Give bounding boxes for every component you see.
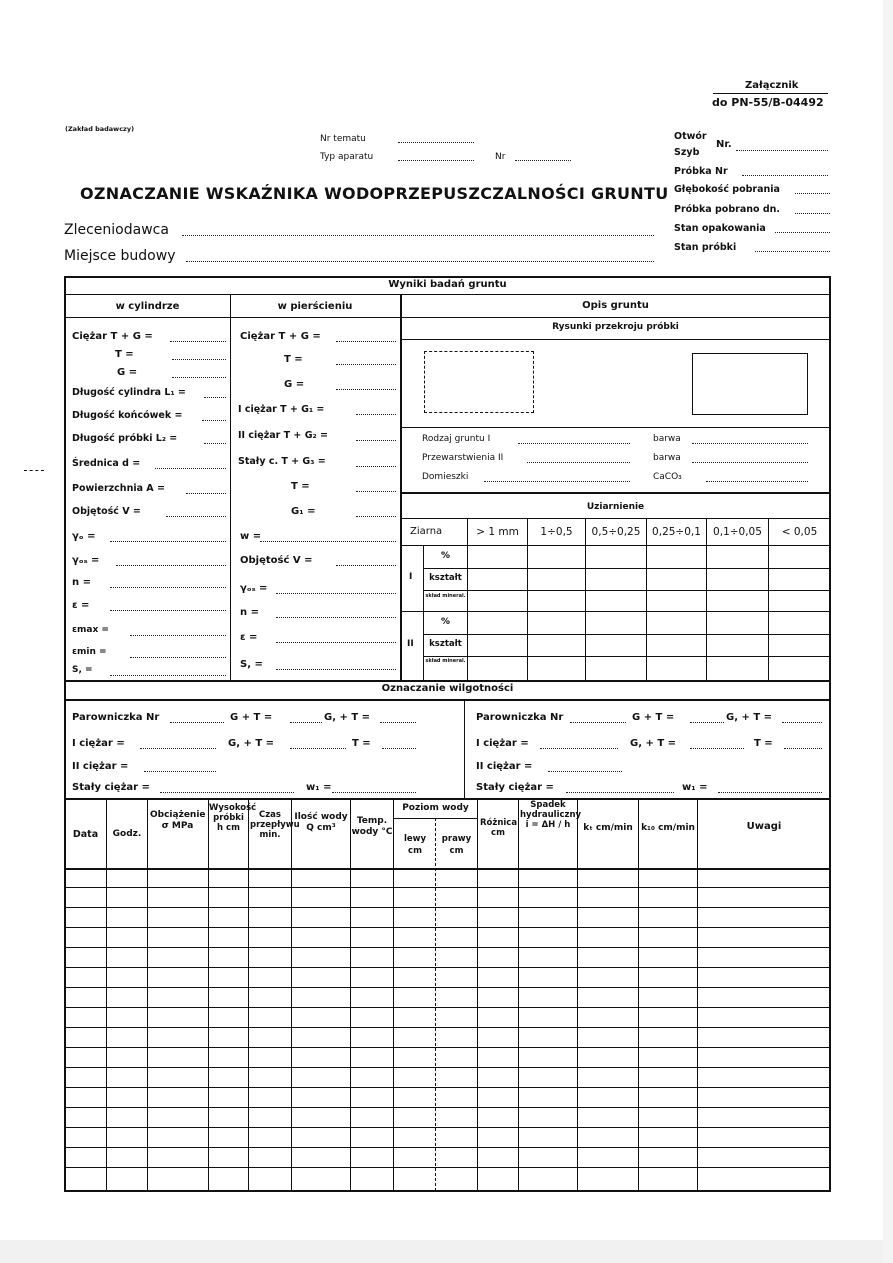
annex-underline [713, 93, 828, 94]
rule [401, 518, 830, 519]
ring-field-7[interactable] [356, 516, 396, 517]
soil-type-field[interactable] [518, 443, 630, 444]
formula-2-right: G, + T = [726, 712, 773, 723]
cyl-field-10[interactable] [116, 565, 226, 566]
caco3-field[interactable] [706, 481, 808, 482]
table-row [65, 1087, 830, 1088]
packing-field[interactable] [775, 232, 830, 233]
client-label: Zleceniodawca [64, 222, 169, 238]
formula-3-left: T = [352, 738, 371, 749]
cylinder-header: w cylindrze [115, 301, 180, 312]
sample-no-label: Próbka Nr [674, 166, 728, 177]
rule [291, 799, 292, 1191]
rule [401, 545, 830, 546]
cyl-row-14: εmin = [72, 647, 107, 657]
moisture-title: Oznaczanie wilgotności [381, 683, 514, 694]
cyl-field-3[interactable] [204, 397, 226, 398]
rule [65, 699, 830, 701]
grain-param-pct-2: % [440, 617, 451, 627]
caco3-label: CaCO₃ [653, 472, 682, 482]
scan-margin-bottom [0, 1240, 893, 1263]
table-row [65, 887, 830, 888]
table-row [65, 1007, 830, 1008]
cyl-row-11: n = [72, 577, 91, 588]
taken-field[interactable] [795, 213, 830, 214]
formula-3-left-field[interactable] [382, 748, 416, 749]
table-row [65, 1027, 830, 1028]
cyl-field-13[interactable] [130, 635, 226, 636]
grain-size-4: 0,1÷0,05 [713, 526, 762, 538]
cyl-field-1[interactable] [172, 359, 226, 360]
const-weight-left-field[interactable] [160, 792, 294, 793]
rule [400, 295, 402, 680]
color-label-1: barwa [653, 434, 681, 444]
apparatus-type-label: Typ aparatu [320, 152, 374, 162]
ring-row-9: Objętość V = [240, 555, 313, 566]
table-row [65, 1067, 830, 1068]
scan-margin-right [883, 0, 893, 1263]
col-level-right: prawy cm [441, 834, 472, 856]
grain-group-1: II [407, 639, 414, 649]
rule [65, 798, 830, 800]
cyl-row-9: γₒ = [72, 531, 96, 542]
rule [248, 799, 249, 1191]
ring-row-10: γₒₛ = [240, 583, 268, 594]
const-weight-right-field[interactable] [566, 792, 674, 793]
col-flow-time: Czas przepływu min. [250, 810, 300, 841]
apparatus-type-field[interactable] [398, 160, 474, 161]
weight-2-right-field[interactable] [548, 771, 622, 772]
cyl-field-12[interactable] [110, 610, 226, 611]
cyl-row-5: Długość próbki L₂ = [72, 433, 178, 444]
ring-header: w pierścieniu [277, 301, 353, 312]
soil-type-label: Rodzaj gruntu I [422, 434, 491, 444]
condition-field[interactable] [755, 251, 830, 252]
drawing-box-2[interactable] [692, 353, 808, 415]
grain-size-2: 0,5÷0,25 [591, 526, 641, 538]
table-row [65, 1167, 830, 1168]
formula-3-right: T = [754, 738, 773, 749]
rule [65, 868, 830, 870]
rule [401, 492, 830, 494]
evap-label-right: Parowniczka Nr [476, 712, 564, 723]
formula-3-right-field[interactable] [784, 748, 822, 749]
ring-row-3: I ciężar T + G₁ = [238, 404, 325, 415]
rule [401, 339, 830, 340]
formula-2b-left-field[interactable] [290, 748, 346, 749]
weight-2-left-field[interactable] [144, 771, 216, 772]
w1-right-field[interactable] [718, 792, 822, 793]
admixtures-label: Domieszki [422, 472, 469, 482]
ring-field-3[interactable] [356, 414, 396, 415]
grain-param-shape-1: kształt [429, 573, 462, 583]
cyl-field-7[interactable] [186, 493, 226, 494]
table-row [65, 907, 830, 908]
table-row [65, 1047, 830, 1048]
w1-left-field[interactable] [332, 792, 416, 793]
grain-param-pct-1: % [440, 551, 451, 561]
shaft-nr-label: Nr. [716, 139, 732, 150]
grain-param-mineral-2: skład mineral. [425, 658, 466, 664]
cyl-row-6: Średnica d = [72, 458, 141, 469]
ring-row-4: II ciężar T + G₂ = [238, 430, 328, 441]
ring-field-11[interactable] [276, 617, 396, 618]
rule [230, 295, 231, 680]
depth-label: Głębokość pobrania [674, 184, 780, 195]
ring-row-7: G₁ = [291, 506, 316, 517]
table-row [65, 1107, 830, 1108]
cyl-field-9[interactable] [110, 541, 226, 542]
condition-label: Stan próbki [674, 242, 737, 253]
depth-field[interactable] [795, 193, 830, 194]
rule [65, 294, 830, 295]
col-water-temp: Temp. wody °C [351, 816, 393, 837]
rule [423, 634, 830, 635]
packing-label: Stan opakowania [674, 223, 766, 234]
rule [423, 590, 830, 591]
grain-title: Uziarnienie [586, 502, 645, 512]
table-row [65, 967, 830, 968]
topic-no-label: Nr tematu [320, 134, 366, 144]
rule [435, 818, 436, 1191]
cyl-field-8[interactable] [166, 516, 226, 517]
rule [401, 611, 830, 612]
cyl-field-0[interactable] [170, 341, 226, 342]
cyl-field-6[interactable] [155, 468, 226, 469]
rule [393, 799, 394, 1191]
hole-label: Otwór [674, 131, 707, 142]
formula-2-left-field[interactable] [380, 722, 416, 723]
rule [65, 317, 830, 318]
rule [477, 799, 478, 1191]
cyl-row-4: Długość końcówek = [72, 410, 183, 421]
ring-field-0[interactable] [336, 341, 396, 342]
w1-right: w₁ = [682, 782, 708, 793]
ring-field-6[interactable] [356, 491, 396, 492]
formula-2-right-field[interactable] [782, 722, 822, 723]
col-gradient: Spadek hydrauliczny i = ΔH / h [520, 800, 582, 830]
grain-size-5: < 0,05 [781, 526, 818, 538]
ring-row-8: w = [240, 531, 262, 542]
rule [106, 799, 107, 1191]
ring-row-5: Stały c. T + G₃ = [238, 456, 326, 467]
results-section-title: Wyniki badań gruntu [388, 279, 507, 290]
ring-row-6: T = [291, 481, 310, 492]
cyl-row-12: ε = [72, 600, 90, 611]
grain-size-1: 1÷0,5 [540, 526, 573, 538]
col-level-left: lewy cm [403, 834, 427, 856]
col-water-level: Poziom wody [402, 803, 469, 813]
ring-row-1: T = [284, 354, 303, 365]
form-title: OZNACZANIE WSKAŹNIKA WODOPRZEPUSZCZALNOŚCI GRUNTU [80, 184, 669, 203]
cyl-field-11[interactable] [110, 587, 226, 588]
interlayers-label: Przewarstwienia II [422, 453, 504, 463]
ring-field-9[interactable] [336, 565, 396, 566]
rule [697, 799, 698, 1191]
weight-1-right-field[interactable] [540, 748, 618, 749]
shaft-label: Szyb [674, 147, 700, 158]
sample-no-field[interactable] [742, 175, 828, 176]
evap-no-right[interactable] [570, 722, 626, 723]
col-hour: Godz. [112, 829, 142, 839]
stamp-label: (Zakład badawczy) [65, 125, 135, 133]
formula-2b-right-field[interactable] [690, 748, 744, 749]
cyl-row-0: Ciężar T + G = [72, 331, 153, 342]
ring-row-12: ε = [240, 632, 258, 643]
color-label-2: barwa [653, 453, 681, 463]
formula-1-right: G + T = [632, 712, 675, 723]
evap-no-left[interactable] [170, 722, 224, 723]
formula-1-left-field[interactable] [290, 722, 322, 723]
ring-field-4[interactable] [356, 440, 396, 441]
const-weight-left: Stały ciężar = [72, 782, 150, 793]
ring-field-13[interactable] [276, 669, 396, 670]
site-field[interactable] [186, 261, 654, 262]
soil-desc-header: Opis gruntu [582, 300, 649, 311]
color-field-1[interactable] [692, 443, 808, 444]
col-date: Data [72, 829, 99, 840]
ring-field-12[interactable] [276, 642, 396, 643]
admixtures-field[interactable] [484, 481, 630, 482]
formula-2b-right: G, + T = [630, 738, 677, 749]
rule [350, 799, 351, 1191]
annex-ref: do PN-55/B-04492 [712, 96, 824, 109]
grain-row-label: Ziarna [410, 526, 443, 537]
ring-field-10[interactable] [276, 593, 396, 594]
color-field-2[interactable] [692, 462, 808, 463]
taken-label: Próbka pobrano dn. [674, 204, 781, 215]
topic-no-field[interactable] [398, 142, 474, 143]
col-difference: Różnica cm [480, 818, 518, 839]
cyl-row-13: εmax = [72, 625, 109, 635]
const-weight-right: Stały ciężar = [476, 782, 554, 793]
grain-size-3: 0,25÷0,1 [652, 526, 701, 538]
ring-row-2: G = [284, 379, 305, 390]
grain-param-shape-2: kształt [429, 639, 462, 649]
apparatus-no-label: Nr [495, 152, 506, 162]
ring-field-8[interactable] [260, 541, 396, 542]
cyl-field-2[interactable] [172, 377, 226, 378]
interlayers-field[interactable] [527, 462, 630, 463]
rule [423, 656, 830, 657]
cyl-field-4[interactable] [202, 420, 226, 421]
weight-2-left: II ciężar = [72, 761, 129, 772]
weight-1-left-field[interactable] [140, 748, 216, 749]
rule [638, 799, 639, 1191]
rule [464, 700, 465, 798]
grain-size-0: > 1 mm [476, 526, 519, 538]
cyl-row-1: T = [115, 349, 134, 360]
weight-1-right: I ciężar = [476, 738, 529, 749]
evap-label-left: Parowniczka Nr [72, 712, 160, 723]
table-row [65, 927, 830, 928]
table-row [65, 1147, 830, 1148]
rule [401, 427, 830, 428]
formula-1-right-field[interactable] [690, 722, 724, 723]
ring-row-13: S, = [240, 659, 263, 670]
drawings-header: Rysunki przekroju próbki [552, 322, 679, 332]
formula-1-left: G + T = [230, 712, 273, 723]
cyl-row-3: Długość cylindra L₁ = [72, 387, 186, 398]
cyl-row-8: Objętość V = [72, 506, 141, 517]
shaft-nr-field[interactable] [736, 150, 828, 151]
ring-field-5[interactable] [356, 466, 396, 467]
table-row [65, 987, 830, 988]
weight-1-left: I ciężar = [72, 738, 125, 749]
rule [577, 799, 578, 1191]
col-height: Wysokość próbki h cm [209, 803, 257, 834]
table-row [65, 947, 830, 948]
col-load: Obciążenie σ MPa [150, 810, 206, 831]
cyl-field-14[interactable] [130, 657, 226, 658]
scan-mark [24, 470, 44, 471]
client-field[interactable] [182, 235, 654, 236]
cyl-row-15: S, = [72, 665, 93, 675]
weight-2-right: II ciężar = [476, 761, 533, 772]
w1-left: w₁ = [306, 782, 332, 793]
annex-title: Załącznik [745, 80, 799, 91]
cyl-row-2: G = [117, 367, 138, 378]
ring-field-2[interactable] [336, 389, 396, 390]
apparatus-no-field[interactable] [515, 160, 571, 161]
grain-group-0: I [409, 572, 413, 582]
rule [147, 799, 148, 1191]
grain-param-mineral-1: skład mineral. [425, 593, 466, 599]
rule [394, 818, 477, 819]
ring-row-0: Ciężar T + G = [240, 331, 321, 342]
ring-row-11: n = [240, 607, 259, 618]
site-label: Miejsce budowy [64, 248, 176, 264]
col-water-qty: Ilość wody Q cm³ [294, 812, 348, 833]
col-remarks: Uwagi [746, 821, 782, 832]
col-k10: k₁₀ cm/min [641, 823, 695, 833]
table-row [65, 1127, 830, 1128]
ring-field-1[interactable] [336, 364, 396, 365]
cyl-row-7: Powierzchnia A = [72, 483, 165, 494]
col-kt: kₜ cm/min [583, 823, 633, 833]
rule [208, 799, 209, 1191]
rule [65, 680, 830, 682]
rule [518, 799, 519, 1191]
drawing-box-1[interactable] [424, 351, 534, 413]
cyl-row-10: γₒₛ = [72, 555, 100, 566]
formula-2-left: G, + T = [324, 712, 371, 723]
cyl-field-15[interactable] [110, 675, 226, 676]
formula-2b-left: G, + T = [228, 738, 275, 749]
rule [423, 568, 830, 569]
cyl-field-5[interactable] [204, 443, 226, 444]
